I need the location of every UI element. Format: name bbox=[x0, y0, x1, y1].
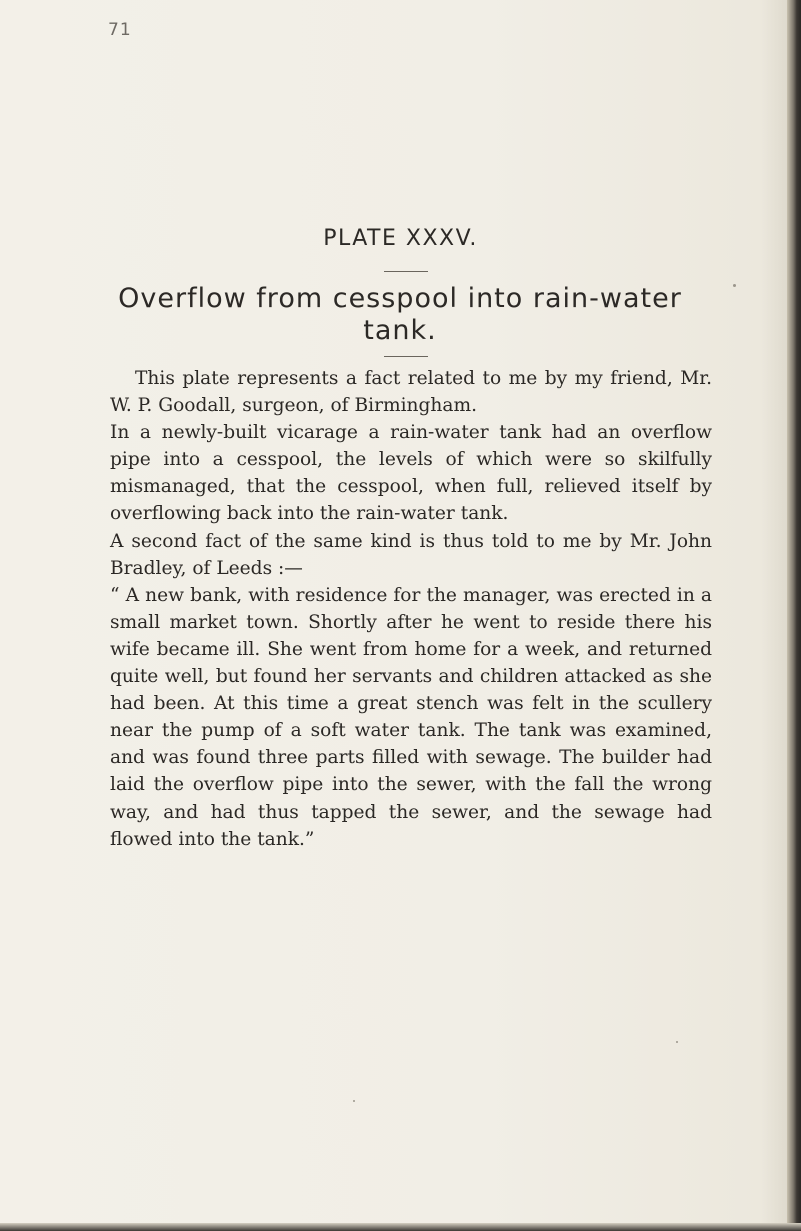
paper-speck bbox=[733, 284, 736, 287]
divider-rule-top bbox=[384, 271, 428, 272]
page-title: Overflow from cesspool into rain-water tank. bbox=[118, 283, 682, 346]
paragraph-2: In a newly-built vicarage a rain-water tank had an overflow pipe into a cesspool, the levels of which were so skilfully mismanaged, that the cesspool, when full, relieved itself by overflowing back into the rain-water tank. bbox=[110, 422, 712, 525]
paragraph-3: A second fact of the same kind is thus told to me by Mr. John Bradley, of Leeds :— bbox=[110, 530, 712, 579]
plate-label: PLATE XXXV. bbox=[323, 226, 478, 251]
page-number: 71 bbox=[108, 20, 132, 40]
paper-speck bbox=[676, 1041, 678, 1043]
body-text bbox=[110, 365, 712, 853]
divider-rule-bottom bbox=[384, 356, 428, 357]
page-bottom-edge bbox=[0, 1223, 801, 1231]
paragraph-1: This plate represents a fact related to me by my friend, Mr. W. P. Goodall, surgeon, of Birmingham. bbox=[110, 368, 712, 417]
paper-speck bbox=[353, 1100, 355, 1102]
paragraph-4-quote: “ A new bank, with residence for the manager, was erected in a small market town. Shortly after he went to reside there his wife became ill. She went from home for a week, and returned quite well, but found her servants and children attacked as she had been. At this time a great stench was felt in the scullery near the pump of a soft water tank. The tank was examined, and was found three parts filled with sewage. The builder had laid the overflow pipe into the sewer, with the fall the wrong way, and had thus tapped the sewer, and the sewage had flowed into the tank.” bbox=[110, 584, 712, 850]
page-edge-shadow bbox=[787, 0, 801, 1231]
